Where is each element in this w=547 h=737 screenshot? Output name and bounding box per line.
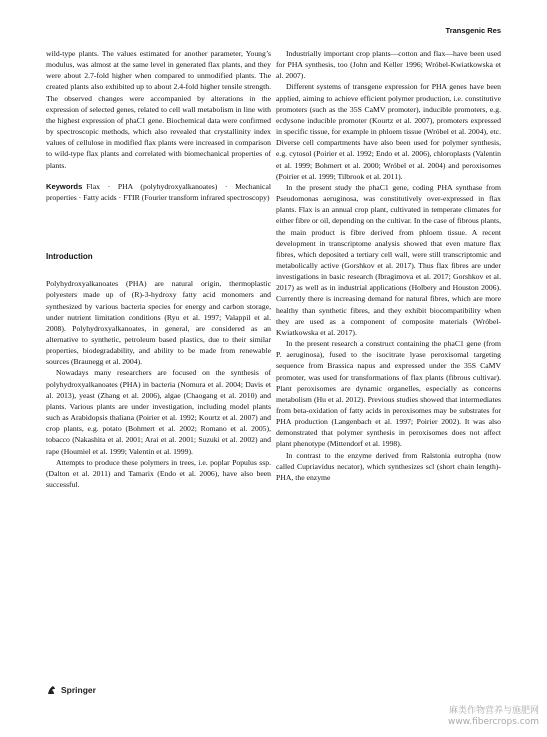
abstract-continuation: wild-type plants. The values estimated for another parameter, Young’s modulus, was almost at the same level in generated flax plants, and they were about 2.7-fold higher when compared to unmodified plants. The created plants also exhibited up to about 2.4-fold higher tensile strength. The observed changes were accompanied by alterations in the expression of selected genes, related to cell wall metabolism in line with the highest expression of phaC1 gene. Biochemical data were confirmed by spectroscopic methods, which also revealed that crystallinity index values of cellulose in modified flax plants were increased in comparison to wild-type flax plants and correlated with biomechanical properties of plants. xyxy=(46,49,271,170)
watermark xyxy=(448,706,539,728)
running-header xyxy=(46,26,501,38)
journal-title: Transgenic Res xyxy=(445,26,501,35)
publisher-name: Springer xyxy=(61,685,96,695)
keywords xyxy=(46,181,271,203)
paragraph: In the present study the phaC1 gene, coding PHA synthase from Pseudomonas aeruginosa, was constitutively over-expressed in flax plants. Flax is an annual crop plant, cultivated in temperate climates for either fibre or oil, depending on the cultivar. In the case of fibrous plants, the main product is fibre derived from phloem tissue. A recent development in transcriptome analysis showed that even mature flax fibres, which deposited a tertiary cell wall, were still transcriptomic and metabolically active (Gorshkov et al. 2017). Thus flax fibres are under investigations in basic research (Ibragimova et al. 2017; Gorshkov et al. 2017) as well as in industrial applications (Holbery and Houston 2006). Currently there is increasing demand for natural fibres, which are more healthy than synthetic fibres, and they exhibit biocompatibility when they are used as a component of composite materials (Wróbel-Kwiatkowska et al. 2017). xyxy=(276,182,502,337)
watermark-line: www.fibercrops.com xyxy=(448,717,539,727)
introduction-heading: Introduction xyxy=(46,252,93,262)
paragraph: In the present research a construct containing the phaC1 gene (from P. aeruginosa), fused to the isocitrate lyase peroxisomal targeting sequence from Brassica napus and expressed under the 35S CaMV promoter, was used for transformations of flax plants (fibrous cultivar). Plant peroxisomes are dynamic organelles, especially as concerns metabolism (Hu et al. 2012). Previous studies showed that intermediates from beta-oxidation of fatty acids in peroxisomes may be substrates for PHA production (Langenbach et al. 1997; Poirier 2002). It was also demonstrated that polymer synthesis in peroxisomes does not affect plant phenotype (Mittendorf et al. 1998). xyxy=(276,339,501,449)
paragraph: Industrially important crop plants—cotton and flax—have been used for PHA synthesis, too (John and Keller 1996; Wróbel-Kwiatkowska et al. 2007). xyxy=(276,49,501,81)
publisher-footer xyxy=(46,684,96,696)
paragraph: Different systems of transgene expression for PHA genes have been applied, aiming to achieve efficient polymer production, i.e. constitutive promoters (such as the 35S CaMV promoter), inducible promoters, e.g. ecdysone inducible promoter (Kourtz et al. 2007), promoters expressed in specific tissue, for example in phloem tissue (Wróbel et al. 2004), etc. Diverse cell compartments have also been used for polymer synthesis, e.g. cytosol (Poirier et al. 1992; Endo et al. 2006), chloroplasts (Valentin et al. 1999; Bohmert et al. 2000; Wróbel et al. 2004) and peroxisomes (Poirier et al. 1999; Tilbrook et al. 2011). xyxy=(276,82,501,181)
watermark-line: 麻类作物营养与施肥网 xyxy=(448,706,539,716)
paragraph: Nowadays many researchers are focused on the synthesis of polyhydroxyalkanoates (PHA) in bacteria (Nomura et al. 2004; Davis et al. 2013), yeast (Zhang et al. 2006), algae (Chaogang et al. 2010) and plants. Various plants are under investigation, including model plants such as Arabidopsis thaliana (Poirier et al. 1992; Kourtz et al. 2007) and crop plants, e.g. potato (Bohmert et al. 2002; Romano et al. 2005), tobacco (Nakashita et al. 2001; Arai et al. 2001; Suzuki et al. 2002) and rape (Houmiel et al. 1999; Valentin et al. 1999). xyxy=(46,368,271,456)
right-column xyxy=(276,48,501,483)
paragraph: Polyhydroxyalkanoates (PHA) are natural origin, thermoplastic polyesters made up of (R)-3-hydroxy fatty acid monomers and synthesized by various bacteria species for energy and carbon storage, under nutrient limitation conditions (Ryu et al. 1997; Valappil et al. 2008). Polyhydroxyalkanoates, in general, are considered as an alternative to synthetic, petroleum based plastics, due to their similar properties, biodegradability, and ability to be made from renewable sources (Braunegg et al. 2004). xyxy=(46,279,271,367)
keywords-label: Keywords xyxy=(46,181,83,191)
keywords-list: Flax · PHA (polyhydroxyalkanoates) · Mechanical properties · Fatty acids · FTIR (Fourier transform infrared spectroscopy) xyxy=(46,181,271,202)
paragraph: Attempts to produce these polymers in trees, i.e. poplar Populus ssp. (Dalton et al. 2011) and Tamarix (Endo et al. 2006), have also been successful. xyxy=(46,457,271,489)
paragraph: In contrast to the enzyme derived from Ralstonia eutropha (now called Cupriavidus necator), which synthesizes scl (short chain length)-PHA, the enzyme xyxy=(276,450,501,482)
springer-horse-icon xyxy=(46,684,58,696)
left-column xyxy=(46,48,271,490)
